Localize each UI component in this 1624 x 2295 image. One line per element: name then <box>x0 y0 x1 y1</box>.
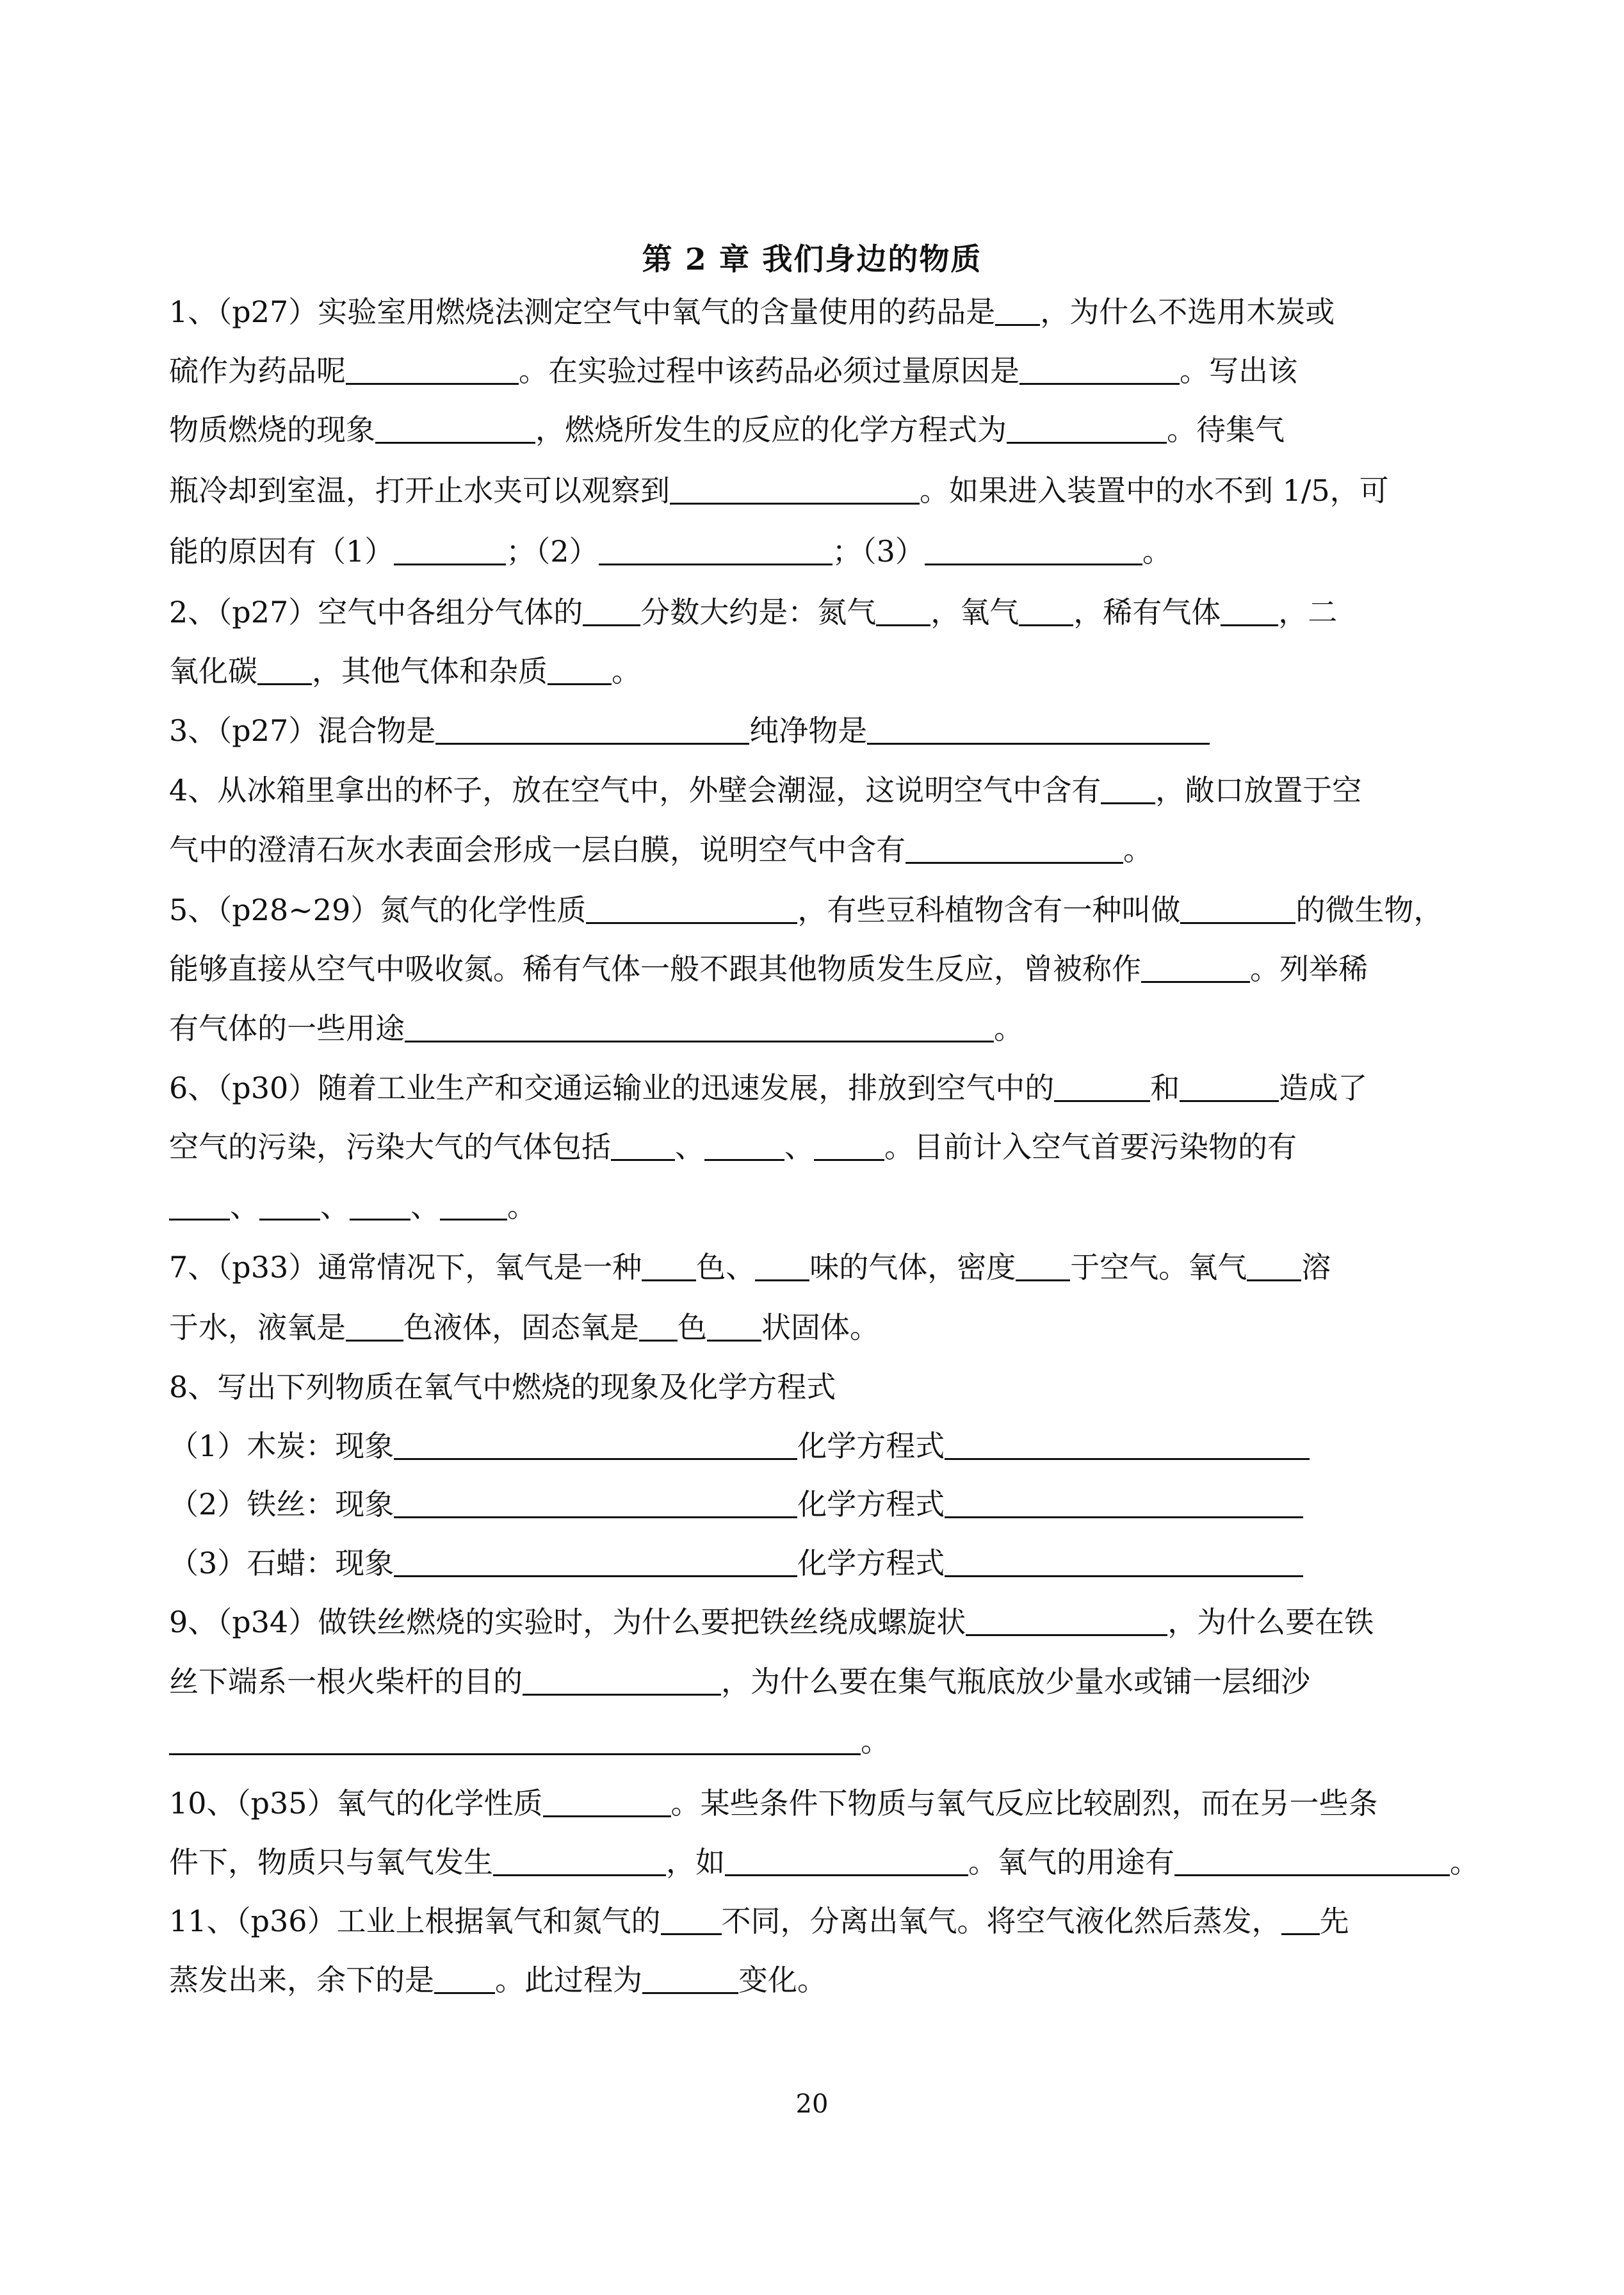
question-line <box>169 1247 1331 1287</box>
line-text: 造成了 <box>1279 1071 1368 1105</box>
fill-in-blank[interactable] <box>548 656 612 685</box>
line-text: 、 <box>230 1189 259 1224</box>
fill-in-blank[interactable] <box>945 1489 1303 1518</box>
fill-in-blank[interactable] <box>435 716 749 745</box>
fill-in-blank[interactable] <box>1247 1253 1301 1281</box>
line-text: 7、（p33）通常情况下，氧气是一种 <box>169 1250 642 1285</box>
fill-in-blank[interactable] <box>867 716 1210 745</box>
line-text: 、 <box>320 1189 350 1224</box>
question-line <box>169 1783 1378 1823</box>
line-text: （2）铁丝：现象 <box>169 1487 394 1521</box>
line-text: 先 <box>1319 1904 1349 1938</box>
fill-in-blank[interactable] <box>611 1132 675 1161</box>
question-line <box>169 1367 836 1407</box>
question-line <box>169 949 1368 989</box>
line-text: 。写出该 <box>1180 353 1297 388</box>
fill-in-blank[interactable] <box>346 356 519 385</box>
question-line <box>169 890 1443 930</box>
fill-in-blank[interactable] <box>642 1965 738 1994</box>
line-text: 溶 <box>1301 1250 1331 1285</box>
line-text: 物质燃烧的现象 <box>169 412 375 447</box>
fill-in-blank[interactable] <box>1101 775 1155 804</box>
line-text: 。目前计入空气首要污染物的有 <box>884 1130 1297 1164</box>
line-text: 件下，物质只与氧气发生 <box>169 1845 493 1879</box>
fill-in-blank[interactable] <box>169 1192 230 1220</box>
fill-in-blank[interactable] <box>725 1847 968 1876</box>
fill-in-blank[interactable] <box>670 476 920 505</box>
fill-in-blank[interactable] <box>394 1431 797 1460</box>
fill-in-blank[interactable] <box>1019 356 1180 385</box>
line-text: ，氧气 <box>930 595 1019 629</box>
fill-in-blank[interactable] <box>259 1192 320 1220</box>
line-text: 6、（p30）随着工业生产和交通运输业的迅速发展，排放到空气中的 <box>169 1071 1055 1105</box>
fill-in-blank[interactable] <box>440 1192 507 1220</box>
line-text: ，其他气体和杂质 <box>312 654 548 688</box>
line-text: 丝下端系一根火柴杆的目的 <box>169 1664 523 1699</box>
fill-in-blank[interactable] <box>945 1548 1303 1577</box>
fill-in-blank[interactable] <box>434 1965 495 1994</box>
fill-in-blank[interactable] <box>1221 597 1278 626</box>
line-text: （1）木炭：现象 <box>169 1429 394 1463</box>
line-text: （3）石蜡：现象 <box>169 1546 394 1580</box>
fill-in-blank[interactable] <box>493 1847 666 1876</box>
line-text: 和 <box>1150 1071 1180 1105</box>
fill-in-blank[interactable] <box>1174 1847 1450 1876</box>
line-text: 味的气体，密度 <box>809 1250 1016 1285</box>
question-line <box>169 770 1361 810</box>
line-text: 。 <box>507 1189 537 1224</box>
question-line <box>169 1187 537 1226</box>
fill-in-blank[interactable] <box>1180 895 1295 924</box>
line-text: ，有些豆科植物含有一种叫做 <box>797 893 1181 927</box>
line-text: 状固体。 <box>761 1310 879 1345</box>
line-text: 、 <box>675 1130 704 1164</box>
chapter-title: 第 2 章 我们身边的物质 <box>642 242 982 277</box>
line-text: 。 <box>861 1724 890 1758</box>
page-number: 20 <box>795 2089 829 2119</box>
fill-in-blank[interactable] <box>966 1607 1167 1636</box>
fill-in-blank[interactable] <box>925 537 1142 565</box>
line-text: 化学方程式 <box>797 1546 945 1580</box>
line-text: 9、（p34）做铁丝燃烧的实验时，为什么要把铁丝绕成螺旋状 <box>169 1605 966 1639</box>
fill-in-blank[interactable] <box>350 1192 410 1220</box>
line-text: 于水，液氧是 <box>169 1310 346 1345</box>
question-line <box>169 1308 879 1347</box>
fill-in-blank[interactable] <box>583 597 640 626</box>
line-text: 化学方程式 <box>797 1487 945 1521</box>
fill-in-blank[interactable] <box>1007 415 1167 444</box>
fill-in-blank[interactable] <box>1019 597 1073 626</box>
line-text: 2、（p27）空气中各组分气体的 <box>169 595 583 629</box>
fill-in-blank[interactable] <box>405 1014 994 1042</box>
fill-in-blank[interactable] <box>661 1906 722 1935</box>
line-text: 于空气。氧气 <box>1070 1250 1247 1285</box>
line-text: 。待集气 <box>1167 412 1285 447</box>
line-text: 。在实验过程中该药品必须过量原因是 <box>519 353 1019 388</box>
line-text: 10、（p35）氧气的化学性质 <box>169 1786 543 1821</box>
line-text: 色、 <box>696 1250 756 1285</box>
line-text: 8、写出下列物质在氧气中燃烧的现象及化学方程式 <box>169 1370 836 1404</box>
question-line <box>169 292 1335 332</box>
fill-in-blank[interactable] <box>995 297 1040 326</box>
fill-in-blank[interactable] <box>394 1548 797 1577</box>
line-text: 蒸发出来，余下的是 <box>169 1963 434 1997</box>
line-text: 变化。 <box>738 1963 827 1997</box>
fill-in-blank[interactable] <box>814 1132 884 1161</box>
question-line <box>169 1426 1310 1466</box>
line-text: 。列举稀 <box>1250 952 1368 986</box>
line-text: 能够直接从空气中吸收氮。稀有气体一般不跟其他物质发生反应，曾被称作 <box>169 952 1141 986</box>
line-text: 瓶冷却到室温，打开止水夹可以观察到 <box>169 473 670 508</box>
line-text: 。 <box>612 654 641 688</box>
question-line <box>169 1960 827 2000</box>
line-text: ，敞口放置于空 <box>1155 773 1362 807</box>
fill-in-blank[interactable] <box>346 1313 403 1342</box>
fill-in-blank[interactable] <box>1281 1906 1320 1935</box>
line-text: 分数大约是：氮气 <box>640 595 877 629</box>
line-text: ，燃烧所发生的反应的化学方程式为 <box>535 412 1007 447</box>
question-line <box>169 1543 1303 1583</box>
fill-in-blank[interactable] <box>1016 1253 1070 1281</box>
question-line <box>169 410 1285 450</box>
line-text: 4、从冰箱里拿出的杯子，放在空气中，外壁会潮湿，这说明空气中含有 <box>169 773 1101 807</box>
fill-in-blank[interactable] <box>639 1313 678 1342</box>
line-text: 、 <box>410 1189 440 1224</box>
line-text: 1、（p27）实验室用燃烧法测定空气中氧气的含量使用的药品是 <box>169 295 996 329</box>
question-line <box>169 1484 1303 1524</box>
line-text: 硫作为药品呢 <box>169 353 346 388</box>
question-line <box>169 1901 1349 1941</box>
fill-in-blank[interactable] <box>642 1253 696 1281</box>
line-text: 不同，分离出氧气。将空气液化然后蒸发， <box>721 1904 1281 1938</box>
question-line <box>169 1721 890 1761</box>
fill-in-blank[interactable] <box>257 656 312 685</box>
line-text: 。此过程为 <box>495 1963 642 1997</box>
fill-in-blank[interactable] <box>394 1489 797 1518</box>
line-text: 能的原因有（1） <box>169 534 394 569</box>
fill-in-blank[interactable] <box>586 895 797 924</box>
line-text: ，为什么不选用木炭或 <box>1040 295 1335 329</box>
line-text: ，如 <box>666 1845 725 1879</box>
fill-in-blank[interactable] <box>543 1788 671 1817</box>
line-text: 气中的澄清石灰水表面会形成一层白膜，说明空气中含有 <box>169 832 905 867</box>
fill-in-blank[interactable] <box>394 537 506 565</box>
fill-in-blank[interactable] <box>1141 954 1250 983</box>
line-text: 空气的污染，污染大气的气体包括 <box>169 1130 611 1164</box>
line-text: 5、（p28~29）氮气的化学性质 <box>169 893 587 927</box>
question-line <box>169 471 1389 510</box>
question-line <box>169 1068 1367 1108</box>
question-line <box>169 651 641 691</box>
line-text: ，为什么要在铁 <box>1167 1605 1374 1639</box>
line-text: 3、（p27）混合物是 <box>169 713 436 748</box>
line-text: 化学方程式 <box>797 1429 945 1463</box>
line-text: 纯净物是 <box>749 713 868 748</box>
fill-in-blank[interactable] <box>704 1132 784 1161</box>
fill-in-blank[interactable] <box>523 1667 721 1696</box>
line-text: 11、（p36）工业上根据氧气和氮气的 <box>169 1904 661 1938</box>
fill-in-blank[interactable] <box>375 415 535 444</box>
line-text: 的微生物， <box>1295 893 1443 927</box>
question-line <box>169 531 1172 571</box>
line-text: 。某些条件下物质与氧气反应比较剧烈，而在另一些条 <box>670 1786 1378 1821</box>
question-line <box>169 830 1153 870</box>
line-text: 。 <box>1450 1845 1479 1879</box>
line-text: 、 <box>784 1130 814 1164</box>
line-text: ，为什么要在集气瓶底放少量水或铺一层细沙 <box>721 1664 1310 1699</box>
line-text: 。 <box>994 1011 1023 1046</box>
line-text: 。如果进入装置中的水不到 1/5，可 <box>920 473 1389 508</box>
line-text: ，二 <box>1278 595 1338 629</box>
line-text: 色 <box>678 1310 707 1345</box>
question-line <box>169 1662 1310 1701</box>
question-line <box>169 1602 1374 1642</box>
question-line <box>169 351 1297 391</box>
question-line <box>169 1127 1297 1167</box>
line-text: 有气体的一些用途 <box>169 1011 405 1046</box>
fill-in-blank[interactable] <box>755 1253 809 1281</box>
fill-in-blank[interactable] <box>707 1313 761 1342</box>
line-text: 氧化碳 <box>169 654 257 688</box>
question-line <box>169 1842 1479 1882</box>
line-text: 。氧气的用途有 <box>968 1845 1174 1879</box>
fill-in-blank[interactable] <box>169 1726 861 1755</box>
line-text: ；（3） <box>832 534 925 569</box>
line-text: ；（2） <box>506 534 599 569</box>
fill-in-blank[interactable] <box>945 1431 1310 1460</box>
question-line <box>169 592 1337 632</box>
fill-in-blank[interactable] <box>1180 1073 1279 1102</box>
fill-in-blank[interactable] <box>1054 1073 1150 1102</box>
fill-in-blank[interactable] <box>876 597 930 626</box>
line-text: 。 <box>1142 534 1172 569</box>
line-text: 色液体，固态氧是 <box>403 1310 639 1345</box>
fill-in-blank[interactable] <box>905 835 1123 864</box>
fill-in-blank[interactable] <box>599 537 832 565</box>
line-text: 。 <box>1123 832 1153 867</box>
question-line <box>169 1009 1023 1048</box>
line-text: ，稀有气体 <box>1073 595 1221 629</box>
question-line <box>169 711 1210 750</box>
